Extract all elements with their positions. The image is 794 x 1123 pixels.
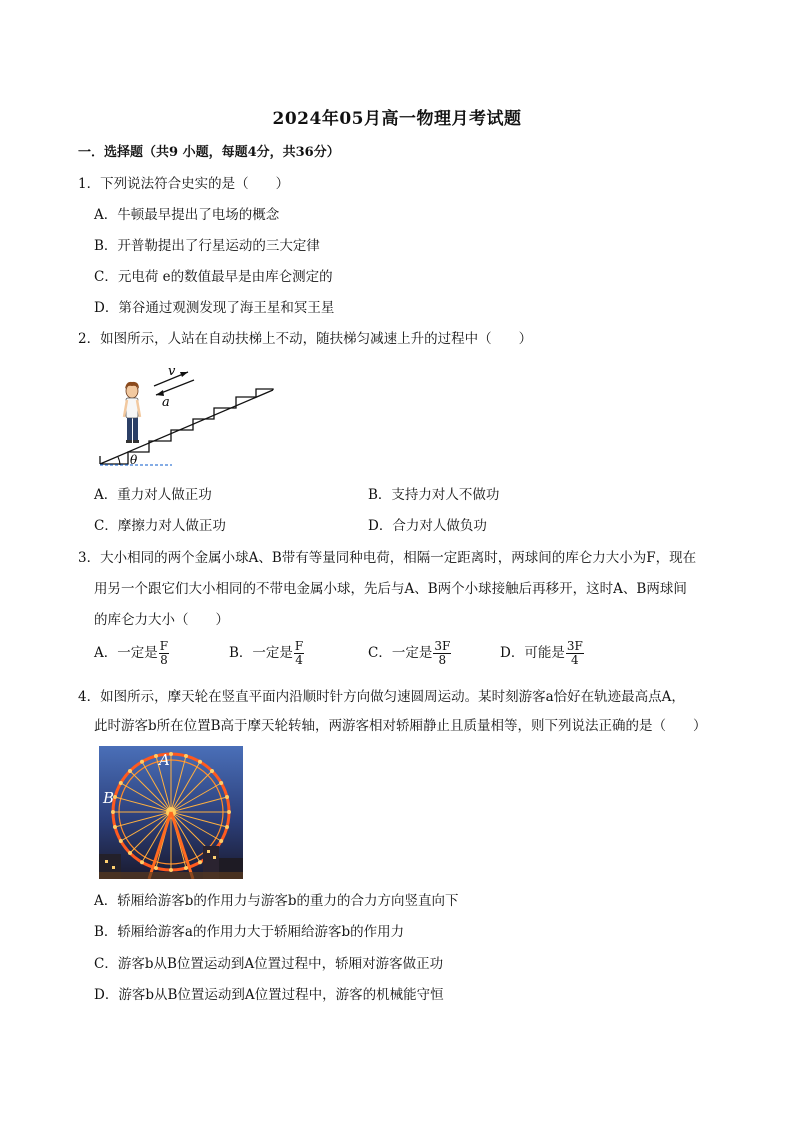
fraction-denominator: 8 xyxy=(438,653,447,667)
wheel-cabin xyxy=(128,769,132,773)
wheel-cabin xyxy=(225,825,229,829)
q3-option-a-fraction xyxy=(159,640,169,667)
q1-option-d: D．第谷通过观测发现了海王星和冥王星 xyxy=(94,300,335,316)
q1-option-b: B．开普勒提出了行星运动的三大定律 xyxy=(94,238,320,254)
q3-option-b xyxy=(229,640,304,667)
q4-option-a: A．轿厢给游客b的作用力与游客b的重力的合力方向竖直向下 xyxy=(94,893,459,909)
section-heading: 一．选择题（共9 小题，每题4分，共36分） xyxy=(78,145,340,160)
point-a-label: A xyxy=(159,751,170,769)
wheel-cabin xyxy=(140,860,144,864)
fraction-numerator: 3F xyxy=(434,639,451,653)
q3-stem-line2: 用另一个跟它们大小相同的不带电金属小球，先后与A、B两个小球接触后再移开，这时A、B两球间 xyxy=(94,581,687,597)
wheel-cabin xyxy=(210,769,214,773)
q3-option-d-fraction xyxy=(566,640,584,667)
velocity-arrowhead xyxy=(180,372,188,377)
wheel-cabin xyxy=(111,810,115,814)
q2-stem: 2．如图所示，人站在自动扶梯上不动，随扶梯匀减速上升的过程中（ ） xyxy=(78,331,533,347)
q4-option-d: D．游客b从B位置运动到A位置过程中，游客的机械能守恒 xyxy=(94,987,444,1003)
fraction-denominator: 8 xyxy=(160,653,168,667)
q1-stem: 1．下列说法符合史实的是（ ） xyxy=(78,176,290,192)
q4-option-c: C．游客b从B位置运动到A位置过程中，轿厢对游客做正功 xyxy=(94,956,444,972)
q2-option-a: A．重力对人做正功 xyxy=(94,487,212,503)
wheel-cabin xyxy=(119,839,123,843)
q3-option-a xyxy=(94,640,169,667)
q3-option-b-fraction xyxy=(294,640,304,667)
wheel-cabin xyxy=(219,839,223,843)
q2-option-d: D．合力对人做负功 xyxy=(368,518,487,534)
wheel-cabin xyxy=(113,825,117,829)
q3-stem-line3: 的库仑力大小（ ） xyxy=(94,612,229,628)
q4-stem-line2: 此时游客b所在位置B高于摩天轮转轴，两游客相对轿厢静止且质量相等，则下列说法正确的是（ ） xyxy=(94,718,707,734)
q3-stem-line1: 3．大小相同的两个金属小球A、B带有等量同种电荷，相隔一定距离时，两球间的库仑力大小为F，现在 xyxy=(78,550,697,566)
fraction-denominator: 4 xyxy=(570,653,579,667)
q3-option-d xyxy=(500,640,584,667)
q3-option-b-prefix: B．一定是 xyxy=(229,645,293,661)
ferris-wheel-photo xyxy=(99,746,243,879)
fraction-numerator: F xyxy=(159,639,169,653)
fraction-numerator: F xyxy=(294,639,304,653)
q2-option-c: C．摩擦力对人做正功 xyxy=(94,518,226,534)
fraction-numerator: 3F xyxy=(566,639,583,653)
q1-option-c: C．元电荷 e的数值最早是由库仑测定的 xyxy=(94,269,333,285)
q2-option-b: B．支持力对人不做功 xyxy=(368,487,500,503)
wheel-cabin xyxy=(140,760,144,764)
wheel-cabin xyxy=(225,795,229,799)
point-b-label: B xyxy=(103,789,115,807)
wheel-cabin xyxy=(184,866,188,870)
q3-option-a-prefix: A．一定是 xyxy=(94,645,158,661)
acceleration-label: a xyxy=(162,395,170,410)
person-figure xyxy=(124,382,140,443)
fraction-denominator: 4 xyxy=(295,653,303,667)
wheel-cabin xyxy=(154,754,158,758)
wheel-cabin xyxy=(169,868,173,872)
q1-option-a: A．牛顿最早提出了电场的概念 xyxy=(94,207,280,223)
wheel-cabin xyxy=(154,866,158,870)
page-title: 2024年05月高一物理月考试题 xyxy=(272,109,522,129)
q4-stem-line1: 4．如图所示，摩天轮在竖直平面内沿顺时针方向做匀速圆周运动。某时刻游客a恰好在轨迹最高点A， xyxy=(78,689,685,705)
q3-option-c-fraction xyxy=(433,640,451,667)
wheel-cabin xyxy=(198,860,202,864)
escalator-figure xyxy=(96,362,281,470)
q3-option-d-prefix: D．可能是 xyxy=(500,645,565,661)
wheel-cabin xyxy=(219,781,223,785)
wheel-cabin xyxy=(119,781,123,785)
wheel-cabin xyxy=(184,754,188,758)
velocity-label: v xyxy=(168,364,176,379)
wheel-cabin xyxy=(128,851,132,855)
theta-label: θ xyxy=(130,453,138,467)
wheel-cabin xyxy=(227,810,231,814)
wheel-cabin xyxy=(198,760,202,764)
q3-option-c-prefix: C．一定是 xyxy=(368,645,433,661)
q3-option-c xyxy=(368,640,451,667)
q4-option-b: B．轿厢给游客a的作用力大于轿厢给游客b的作用力 xyxy=(94,924,405,940)
